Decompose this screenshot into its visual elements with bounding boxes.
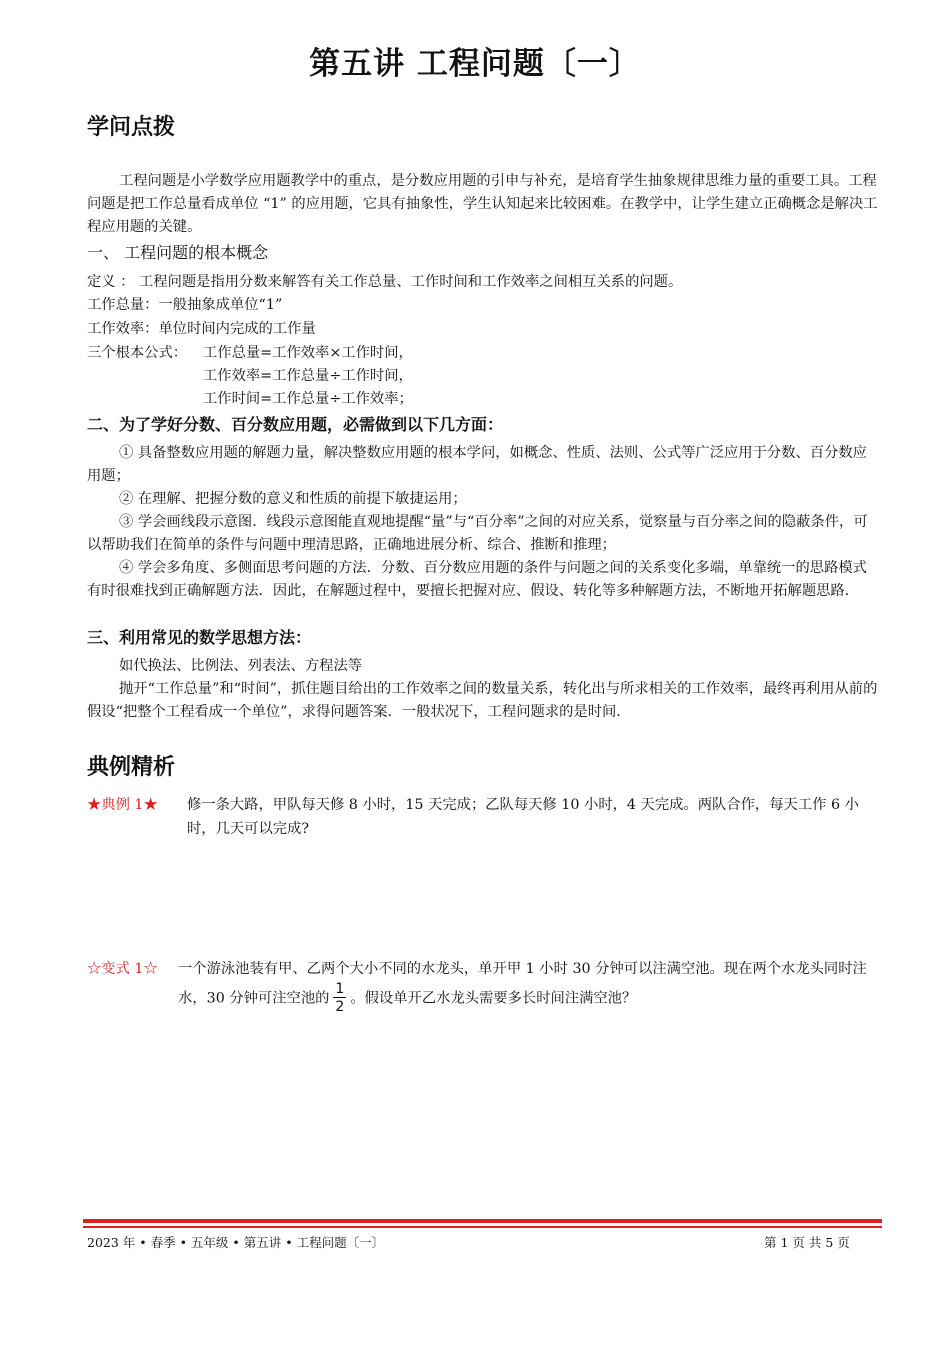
example-1-label: ★典例 1★ (87, 797, 158, 813)
formula-3: 工作时间=工作总量÷工作效率； (203, 391, 413, 407)
example-1-text: 修一条大路，甲队每天修 8 小时，15 天完成；乙队每天修 10 小时，4 天完成。两队合作，每天工作 6 小时，几天可以完成? (187, 797, 859, 837)
formula-2: 工作效率=工作总量÷工作时间， (203, 368, 413, 384)
section-heading-knowledge: 学问点拨 (87, 115, 176, 140)
part3-methods: 如代换法、比例法、列表法、方程法等 (119, 658, 363, 674)
part2-item-4: ④ 学会多角度、多侧面思考问题的方法．分数、百分数应用题的条件与问题之间的关系变化多端，单靠统一的思路模式有时很难找到正确解题方法．因此，在解题过程中，要擅长把握对应、假设、转化等多种解题方法，不断地开拓解题思路． (87, 560, 867, 599)
part3-heading: 三、利用常见的数学思想方法： (87, 628, 312, 647)
intro-paragraph: 工程问题是小学数学应用题教学中的重点，是分数应用题的引申与补充，是培育学生抽象规律思维力量的重要工具。工程问题是把工作总量看成单位 “1” 的应用题，它具有抽象性，学生认知起来比较困难。在教学中，让学生建立正确概念是解决工程应用题的关键。 (87, 173, 878, 235)
fraction-numerator: 1 (335, 981, 345, 997)
variant-1-text (178, 957, 878, 1016)
footer-divider-thick (83, 1219, 882, 1223)
part2-item-2: ② 在理解、把握分数的意义和性质的前提下敏捷运用； (119, 491, 467, 507)
document-title: 第五讲 工程问题〔一〕 (309, 46, 641, 82)
footer-course-info: 2023 年 • 春季 • 五年级 • 第五讲 • 工程问题〔一〕 (87, 1235, 385, 1250)
variant-1-text-before: 一个游泳池装有甲、乙两个大小不同的水龙头，单开甲 1 小时 30 分钟可以注满空池。现在两个水龙头同时注水，30 分钟可注空池的 (178, 961, 867, 1007)
variant-1-label: ☆变式 1☆ (87, 961, 158, 977)
part2-item-3: ③ 学会画线段示意图．线段示意图能直观地提醒“量”与“百分率”之间的对应关系，觉察量与百分率之间的隐蔽条件，可以帮助我们在简单的条件与问题中理清思路，正确地进展分析、综合、推断和推理； (87, 514, 868, 553)
fraction-one-half (333, 981, 346, 1016)
formula-label: 三个根本公式： (87, 345, 188, 361)
section-heading-examples: 典例精析 (87, 755, 176, 780)
footer-divider-thin (83, 1226, 882, 1228)
formula-1: 工作总量=工作效率×工作时间， (203, 345, 413, 361)
part3-summary: 抛开“工作总量”和“时间”，抓住题目给出的工作效率之间的数量关系，转化出与所求相关的工作效率，最终再利用从前的假设“把整个工程看成一个单位”，求得问题答案．一般状况下，工程问题求的是时间． (87, 681, 878, 720)
work-efficiency-line: 工作效率：单位时间内完成的工作量 (87, 321, 316, 337)
variant-1-text-after: 。假设单开乙水龙头需要多长时间注满空池？ (350, 990, 637, 1007)
footer-page-number: 第 1 页 共 5 页 (764, 1235, 850, 1250)
fraction-denominator: 2 (335, 999, 345, 1015)
part2-heading: 二、为了学好分数、百分数应用题，必需做到以下几方面： (87, 415, 504, 434)
part2-item-1: ① 具备整数应用题的解题力量，解决整数应用题的根本学问，如概念、性质、法则、公式等广泛应用于分数、百分数应用题； (87, 445, 867, 484)
definition-line: 定义 ： 工程问题是指用分数来解答有关工作总量、工作时间和工作效率之间相互关系的问题。 (87, 274, 683, 290)
work-total-line: 工作总量：一般抽象成单位“1” (87, 297, 283, 313)
part1-heading: 一、 工程问题的根本概念 (87, 243, 269, 262)
